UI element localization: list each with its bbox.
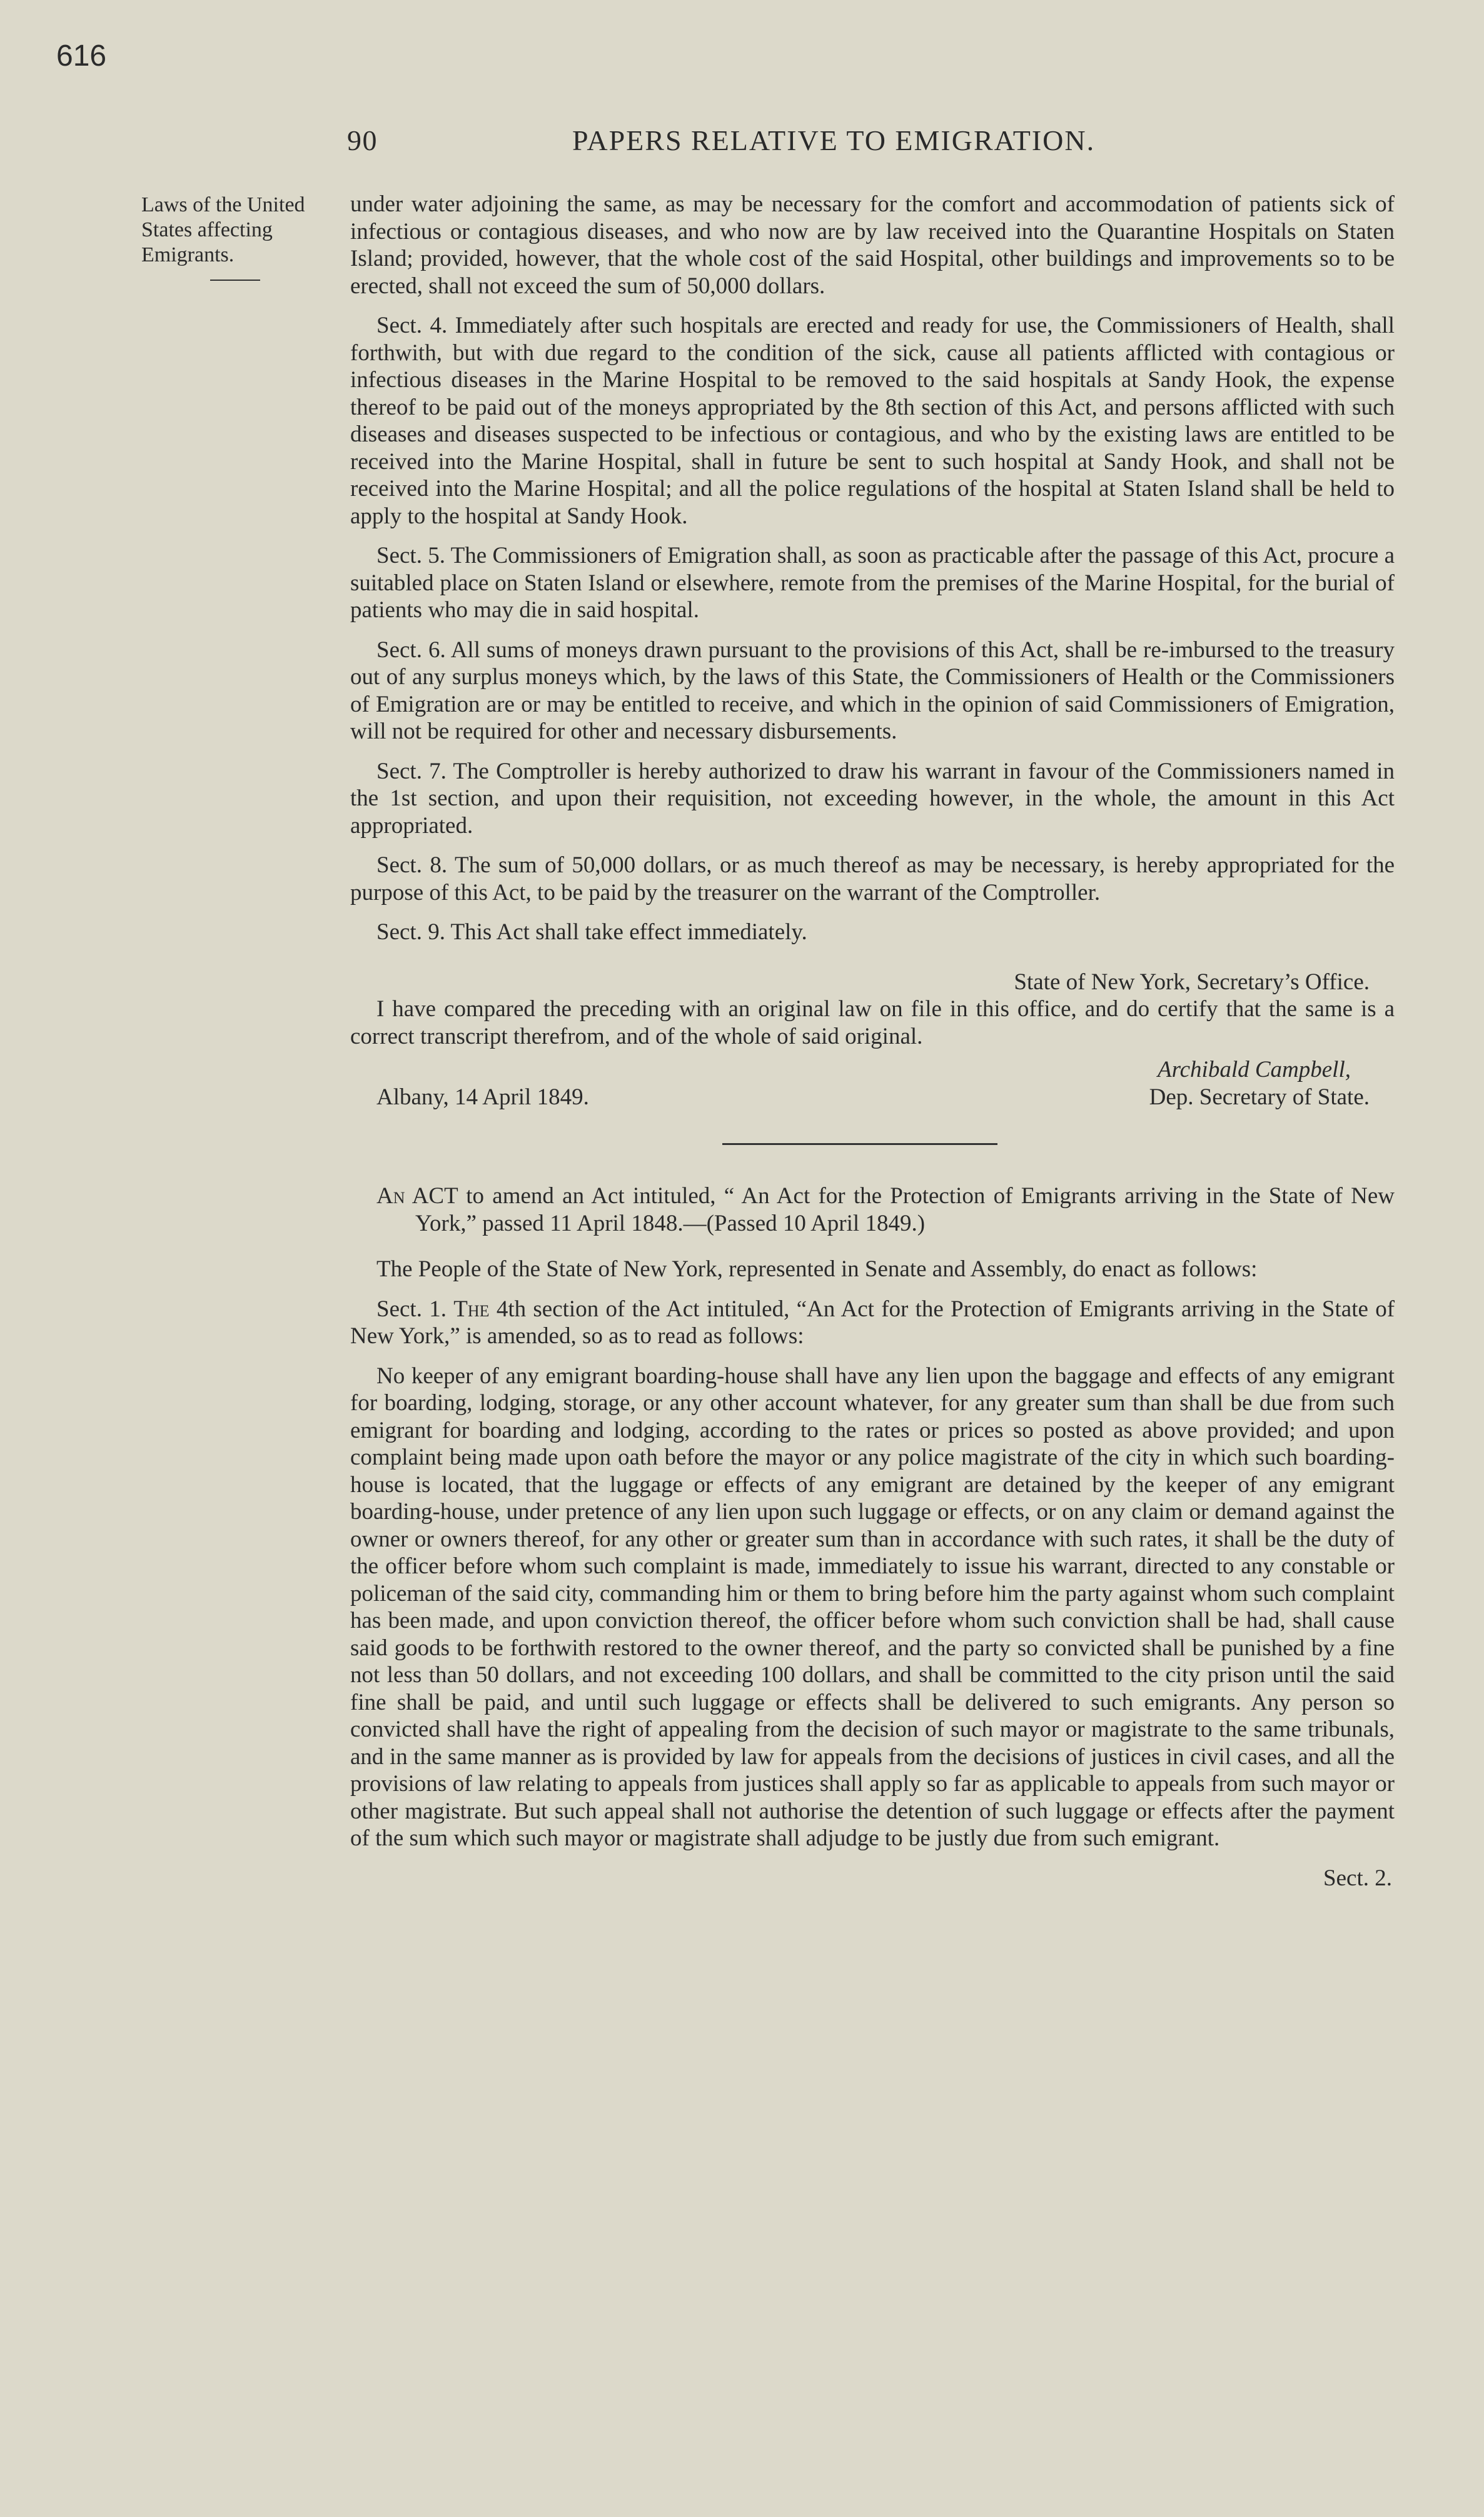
page-number: 90: [347, 124, 378, 156]
section-5: Sect. 5. The Commissioners of Emigration shall, as soon as practicable after the passage of this Act, procure a suitabled place on Staten Island or elsewhere, remote from the premises of the Marine Hospital, for the burial of patients who may die in said hospital.: [350, 543, 1395, 623]
place-date: Albany, 14 April 1849.: [376, 1084, 589, 1110]
section-8: Sect. 8. The sum of 50,000 dollars, or as much thereof as may be necessary, is hereby appropriated for the purpose of this Act, to be paid by the treasurer on the warrant of the Comptroller.: [350, 852, 1395, 905]
margin-rule: [210, 280, 260, 281]
act-title-lead: An: [376, 1183, 405, 1209]
section-6: Sect. 6. All sums of moneys drawn pursuant to the provisions of this Act, shall be re-imbursed to the treasury out of any surplus moneys which, by the laws of this State, the Commissioners of Health or the Commissioners of Emigration are or may be entitled to receive, and which in the opinion of said Commissioners of Emigration, will not be required for other and necessary disbursements.: [350, 637, 1395, 744]
paragraph-continuation: under water adjoining the same, as may be necessary for the comfort and accommodation of patients sick of infectious or contagious diseases, and who now are by law received into the Quarantine Hospitals on Staten Island; provided, however, that the whole cost of the said Hospital, other buildings and improvements so to be erected, shall not exceed the sum of 50,000 dollars.: [350, 191, 1395, 299]
section-7: Sect. 7. The Comptroller is hereby authorized to draw his warrant in favour of the Commissioners named in the 1st section, and upon their requisition, not exceeding however, in the whole, the amount in this Act appropriated.: [350, 758, 1395, 839]
certificate: [350, 969, 1395, 1111]
section-9: Sect. 9. This Act shall take effect immediately.: [376, 919, 807, 945]
running-title: PAPERS RELATIVE TO EMIGRATION.: [572, 124, 1096, 156]
enacting-clause: The People of the State of New York, represented in Senate and Assembly, do enact as follows:: [376, 1256, 1258, 1282]
section-1-text: 4th section of the Act intituled, “An Act for the Protection of Emigrants arriving in the State of New York,” is amended, so as to read as follows:: [350, 1296, 1395, 1349]
signatory-role: Dep. Secretary of State.: [1149, 1084, 1370, 1110]
act-title-text: ACT to amend an Act intituled, “ An Act for the Protection of Emigrants arriving in the State of New York,” passed 11 April 1848.—(Passed 10 April 1849.): [405, 1183, 1395, 1236]
certificate-office: State of New York, Secretary’s Office.: [1014, 969, 1370, 995]
page-body: [350, 191, 1395, 1892]
act-title: [376, 1183, 1395, 1237]
section-4: Sect. 4. Immediately after such hospitals are erected and ready for use, the Commissioners of Health, shall forthwith, but with due regard to the condition of the sick, cause all patients afflicted with contagious or infectious diseases in the Marine Hospital to be removed to the said hospitals at Sandy Hook, the expense thereof to be paid out of the moneys appropriated by the 8th section of this Act, and persons afflicted with such diseases and diseases suspected to be infectious or contagious, and who by the existing laws are entitled to be received into the Marine Hospital, shall in future be sent to such hospital at Sandy Hook, and shall not be received into the Marine Hospital; and all the police regulations of the hospital at Staten Island shall be held to apply to the hospital at Sandy Hook.: [350, 313, 1395, 529]
certificate-text: I have compared the preceding with an original law on file in this office, and do certify that the same is a correct transcript therefrom, and of the whole of said original.: [350, 996, 1395, 1049]
margin-note-line: States affecting: [141, 218, 273, 241]
section-divider: [722, 1143, 997, 1145]
signatory-name: Archibald Campbell,: [1158, 1057, 1351, 1082]
folio-number: 616: [56, 39, 107, 73]
section-1-the: The: [453, 1296, 490, 1322]
margin-note-line: Laws of the United: [141, 193, 305, 216]
section-1-lead: Sect. 1.: [376, 1296, 447, 1322]
signature-row: [350, 1084, 1395, 1111]
act-section-1-body: No keeper of any emigrant boarding-house shall have any lien upon the baggage and effects of any emigrant for boarding, lodging, storage, or any other account whatever, for any greater sum than shall be due from such emigrant for boarding and lodging, according to the rates or prices so posted as above provided; and upon complaint being made upon oath before the mayor or any police magistrate of the city in which such boarding-house is located, that the luggage or effects of any emigrant are detained by the keeper of any emigrant boarding-house, under pretence of any lien upon such luggage or effects, or on any claim or demand against the owner or owners thereof, for any other or greater sum than in accordance with such rates, it shall be the duty of the officer before whom such complaint is made, immediately to issue his warrant, directed to any constable or policeman of the said city, commanding him or them to bring before him the party against whom such complaint has been made, and upon conviction thereof, the officer before whom such conviction shall be had, shall cause said goods to be forthwith restored to the owner thereof, and the party so convicted shall be punished by a fine not less than 50 dollars, and not exceeding 100 dollars, and shall be committed to the city prison until the said fine shall be paid, and until such luggage or effects shall be delivered to such emigrants. Any person so convicted shall have the right of appealing from the decision of such mayor or magistrate to the same tribunals, and in the same manner as is provided by law for appeals from the decisions of justices in civil cases, and all the provisions of law relating to appeals from justices shall apply so far as applicable to appeals from such mayor or other magistrate. But such appeal shall not authorise the detention of such luggage or effects after the payment of the sum which such mayor or magistrate shall adjudge to be justly due from such emigrant.: [350, 1363, 1395, 1851]
act-section-1: [350, 1296, 1395, 1350]
margin-note-line: Emigrants.: [141, 243, 235, 266]
margin-note: [141, 193, 348, 268]
catchword: Sect. 2.: [1323, 1865, 1392, 1891]
